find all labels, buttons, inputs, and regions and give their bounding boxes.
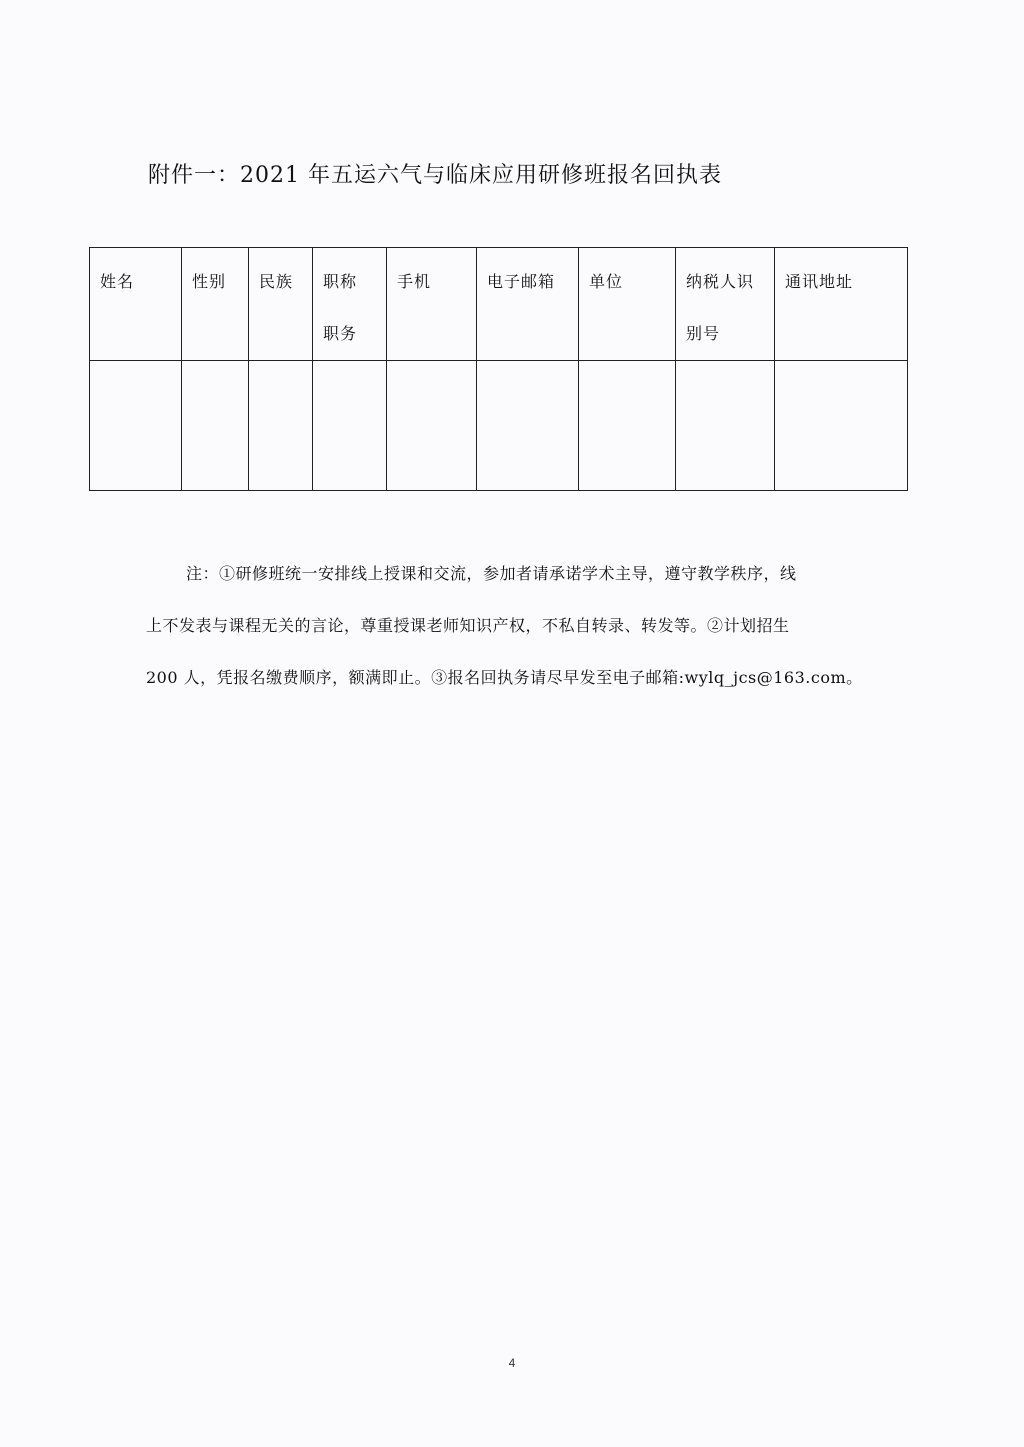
header-cell-title-position: 职称 职务 xyxy=(313,248,387,361)
blank-cell-title-position[interactable] xyxy=(313,361,387,491)
blank-cell-email[interactable] xyxy=(477,361,579,491)
blank-cell-address[interactable] xyxy=(775,361,908,491)
header-cell-email: 电子邮箱 xyxy=(477,248,579,361)
registration-form-table xyxy=(89,247,908,491)
note-line-3: 200 人，凭报名缴费顺序，额满即止。③报名回执务请尽早发至电子邮箱:wylq_jcs@163.com。 xyxy=(146,668,863,687)
header-cell-address: 通讯地址 xyxy=(775,248,908,361)
page-number: 4 xyxy=(508,1356,516,1370)
blank-cell-organization[interactable] xyxy=(579,361,676,491)
blank-cell-name[interactable] xyxy=(90,361,182,491)
header-cell-tax-id: 纳税人识 别号 xyxy=(676,248,775,361)
header-cell-organization: 单位 xyxy=(579,248,676,361)
document-title: 附件一：2021 年五运六气与临床应用研修班报名回执表 xyxy=(148,163,722,188)
table-row xyxy=(90,361,908,491)
header-cell-name: 姓名 xyxy=(90,248,182,361)
note-line-1: 注：①研修班统一安排线上授课和交流，参加者请承诺学术主导，遵守教学秩序，线 xyxy=(186,564,797,583)
header-cell-gender: 性别 xyxy=(182,248,249,361)
header-cell-ethnicity: 民族 xyxy=(249,248,313,361)
blank-cell-ethnicity[interactable] xyxy=(249,361,313,491)
header-cell-mobile: 手机 xyxy=(387,248,477,361)
blank-cell-tax-id[interactable] xyxy=(676,361,775,491)
note-paragraph xyxy=(146,548,862,704)
note-line-2: 上不发表与课程无关的言论，尊重授课老师知识产权，不私自转录、转发等。②计划招生 xyxy=(146,616,790,635)
blank-cell-gender[interactable] xyxy=(182,361,249,491)
table-header-row xyxy=(90,248,908,361)
blank-cell-mobile[interactable] xyxy=(387,361,477,491)
